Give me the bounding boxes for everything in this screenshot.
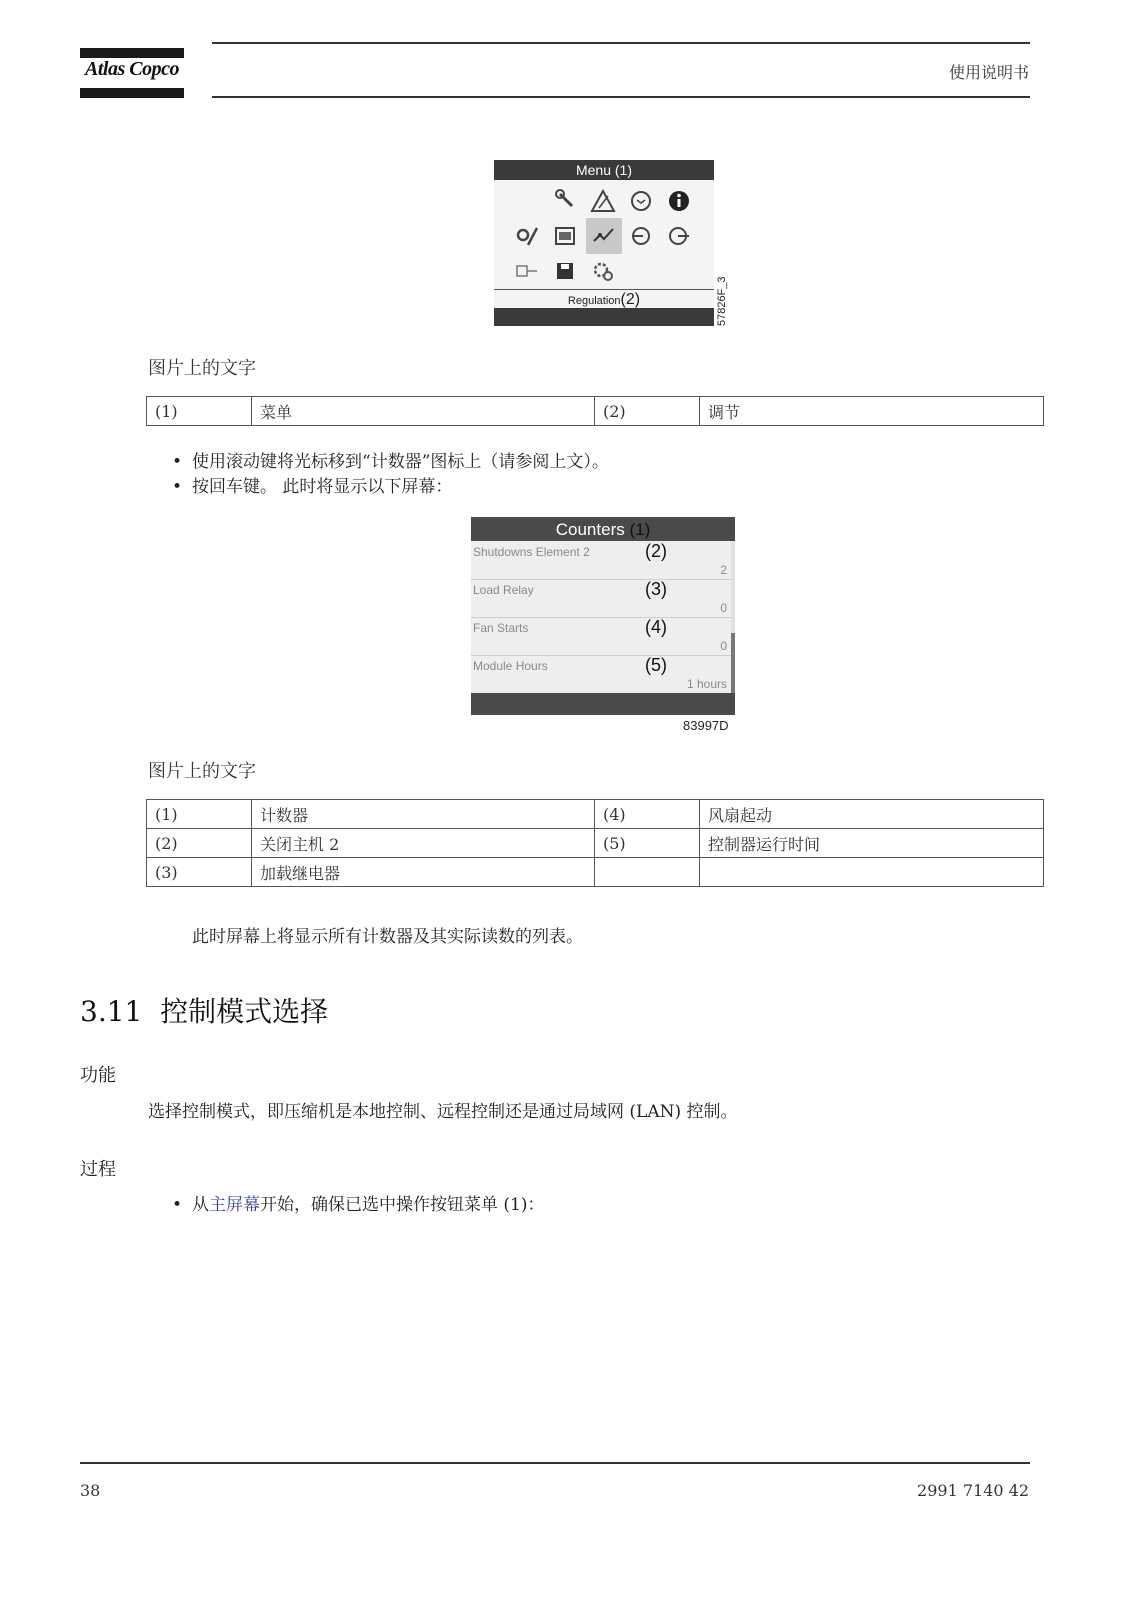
menu-screen-figure — [494, 160, 714, 326]
counters-scrollbar-thumb — [731, 633, 735, 693]
counter-row — [471, 617, 731, 656]
table-cell: 控制器运行时间 — [700, 829, 1044, 858]
footer-rule — [80, 1462, 1030, 1464]
main-screen-link[interactable]: 主屏幕 — [209, 1195, 260, 1215]
network-icon — [514, 258, 540, 284]
table-cell: 加载继电器 — [252, 858, 595, 887]
save-icon — [552, 258, 578, 284]
counters-scrollbar — [731, 541, 735, 693]
counter-marker: (4) — [645, 617, 667, 637]
regulation-label: Regulation — [567, 295, 621, 307]
section-number: 3.11 — [80, 995, 143, 1028]
page-number: 38 — [80, 1481, 101, 1500]
counter-marker: (2) — [645, 541, 667, 561]
warning-icon — [590, 188, 616, 214]
clock-icon — [628, 188, 654, 214]
table-cell: 计数器 — [252, 800, 595, 829]
table-cell: (4) — [595, 800, 700, 829]
table-row — [147, 858, 1044, 887]
table-cell: 调节 — [700, 397, 1044, 426]
counters-description: 此时屏幕上将显示所有计数器及其实际读数的列表。 — [192, 927, 583, 947]
menu-screen-bottom-bar — [494, 308, 714, 326]
bullet-text: 按回车键。 此时将显示以下屏幕： — [192, 477, 453, 497]
table-cell: 风扇起动 — [700, 800, 1044, 829]
menu-footer-label — [494, 291, 714, 309]
table-cell: (3) — [147, 858, 252, 887]
info-icon — [666, 188, 692, 214]
counters-figure-code: 83997D — [683, 718, 729, 733]
menu-title-marker: (1) — [614, 162, 633, 178]
table-cell: (5) — [595, 829, 700, 858]
bullet-text-pre: 从 — [192, 1195, 209, 1215]
table-cell: (1) — [147, 397, 252, 426]
function-heading: 功能 — [80, 1065, 116, 1086]
table-row — [147, 829, 1044, 858]
counter-label: Shutdowns Element 2 — [473, 545, 590, 559]
header-title: 使用说明书 — [948, 63, 1029, 82]
list-item — [172, 472, 452, 497]
counter-marker: (3) — [645, 579, 667, 599]
regulation-marker: (2) — [620, 291, 641, 308]
header-rule-top — [212, 42, 1030, 44]
counters-screen-figure — [471, 517, 735, 715]
bullet-dot: • — [172, 1195, 183, 1215]
menu-title-label: Menu — [575, 162, 611, 178]
figure-caption-2: 图片上的文字 — [148, 761, 256, 782]
counter-row — [471, 579, 731, 618]
document-number: 2991 7140 42 — [917, 1481, 1029, 1500]
service-icon — [514, 223, 540, 249]
table-cell — [700, 858, 1044, 887]
regulation-icon — [591, 223, 617, 249]
table-cell: (2) — [147, 829, 252, 858]
figure-caption-1: 图片上的文字 — [148, 358, 256, 379]
table-cell: 菜单 — [252, 397, 595, 426]
atlas-copco-logo: Atlas Copco — [85, 58, 179, 80]
counter-row — [471, 541, 731, 580]
counters-title-marker: (1) — [629, 520, 651, 539]
table-row — [147, 397, 1044, 426]
counter-label: Load Relay — [473, 583, 534, 597]
wrench-icon — [554, 188, 580, 214]
counter-label: Module Hours — [473, 659, 548, 673]
display-icon — [552, 223, 578, 249]
counter-label: Fan Starts — [473, 621, 529, 635]
counters-screen-title — [471, 517, 735, 541]
counters-title-label: Counters — [555, 520, 625, 539]
logo-bar-top — [80, 48, 184, 58]
bullet-dot: • — [172, 477, 183, 497]
list-item — [172, 1190, 544, 1215]
table-cell: (1) — [147, 800, 252, 829]
header-rule-bottom — [212, 96, 1030, 98]
counter-row — [471, 655, 731, 694]
table-row — [147, 800, 1044, 829]
table-cell: 关闭主机 2 — [252, 829, 595, 858]
list-item — [172, 447, 609, 472]
menu-divider — [494, 289, 714, 290]
table-cell — [595, 858, 700, 887]
menu-figure-code: 57826F_3 — [716, 276, 728, 326]
function-text: 选择控制模式，即压缩机是本地控制、远程控制还是通过局域网 (LAN) 控制。 — [148, 1102, 738, 1122]
counter-value: 2 — [720, 563, 727, 577]
bullet-text: 使用滚动键将光标移到“计数器”图标上（请参阅上文）。 — [192, 452, 609, 472]
menu-screen-title — [494, 160, 714, 180]
counters-screen-bottom-bar — [471, 693, 735, 715]
section-title: 控制模式选择 — [160, 995, 329, 1028]
counter-value: 0 — [720, 639, 727, 653]
counter-value: 1 hours — [686, 677, 727, 691]
bullet-text-post: 开始，确保已选中操作按钮菜单 (1)： — [260, 1195, 545, 1215]
table-cell: (2) — [595, 397, 700, 426]
legend-table-1 — [146, 396, 1044, 426]
input-icon — [628, 223, 654, 249]
counter-marker: (5) — [645, 655, 667, 675]
bullet-dot: • — [172, 452, 183, 472]
logo-bar-bottom — [80, 88, 184, 98]
output-icon — [666, 223, 692, 249]
section-heading — [80, 990, 328, 1030]
procedure-heading: 过程 — [80, 1159, 116, 1180]
gear-icon — [590, 258, 616, 284]
counter-value: 0 — [720, 601, 727, 615]
legend-table-2 — [146, 799, 1044, 887]
